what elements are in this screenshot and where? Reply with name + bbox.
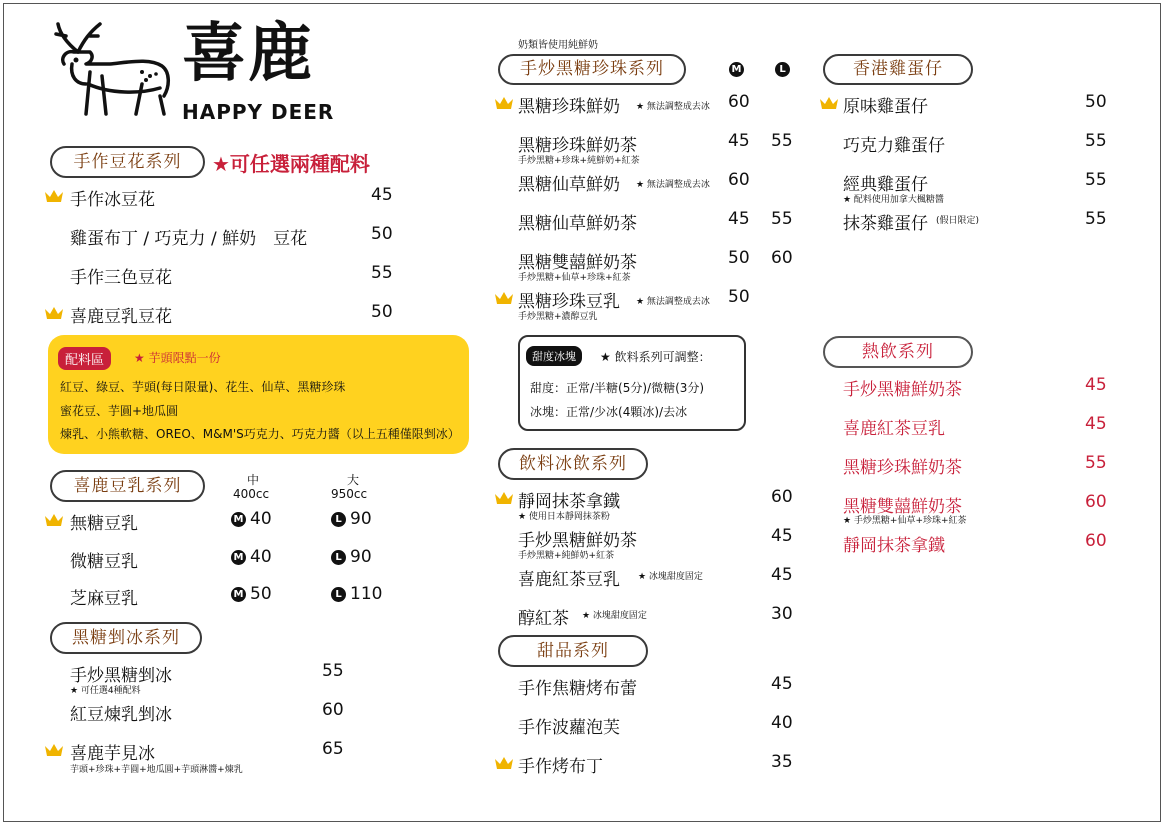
section-title-dessert: 甜品系列 <box>498 635 648 667</box>
menu-item-name: 手炒黑糖鮮奶茶 <box>518 531 637 551</box>
price-medium: 50 <box>728 287 750 307</box>
menu-item-name: 原味雞蛋仔 <box>843 97 928 117</box>
menu-item-name: 經典雞蛋仔 <box>843 175 928 195</box>
price-large: 55 <box>771 209 793 229</box>
sweetness-line: 甜度：正常/半糖(5分)/微糖(3分) <box>530 381 705 395</box>
price-medium <box>231 509 272 529</box>
brand-name-en: HAPPY DEER <box>182 100 335 124</box>
menu-item-name: 手作冰豆花 <box>70 190 155 210</box>
menu-item-name: 手作焦糖烤布蕾 <box>518 679 637 699</box>
crown-icon <box>494 756 514 770</box>
douhua-tagline: ★可任選兩種配料 <box>212 152 370 176</box>
menu-item-note: ★ 冰塊甜度固定 <box>638 572 703 582</box>
menu-item-note: (假日限定) <box>936 216 980 226</box>
menu-item-sub: 手炒黑糖+濃醇豆乳 <box>518 312 598 322</box>
medium-size-icon: M <box>729 62 744 77</box>
menu-item-name: 醇紅茶 <box>518 609 569 629</box>
menu-item-name: 手炒黑糖鮮奶茶 <box>843 380 962 400</box>
menu-item-name: 黑糖雙囍鮮奶茶 <box>518 253 637 273</box>
section-title-soymilk: 喜鹿豆乳系列 <box>50 470 205 502</box>
menu-item-name: 黑糖雙囍鮮奶茶 <box>843 497 962 517</box>
menu-item-price: 55 <box>1085 209 1107 229</box>
price-medium <box>231 584 272 604</box>
size-large-cc: 950cc <box>331 487 368 501</box>
price-medium: 50 <box>728 248 750 268</box>
menu-item-name: 微糖豆乳 <box>70 552 138 572</box>
menu-item-note: ★ 冰塊甜度固定 <box>582 611 647 621</box>
price-large: 60 <box>771 248 793 268</box>
price-medium-value: 50 <box>250 584 272 604</box>
medium-size-icon: M <box>231 587 246 602</box>
menu-item-name: 黑糖珍珠豆乳 <box>518 292 620 312</box>
size-large-label: 大 <box>347 473 360 487</box>
menu-item-price: 35 <box>771 752 793 772</box>
menu-item-price: 45 <box>1085 375 1107 395</box>
price-large: 55 <box>771 131 793 151</box>
topping-line: 蜜花豆、芋圓+地瓜圓 <box>60 404 179 418</box>
menu-item-name: 黑糖仙草鮮奶 <box>518 175 620 195</box>
sweetness-note: ★ 飲料系列可調整： <box>600 350 711 364</box>
price-large <box>331 547 372 567</box>
section-title-egg-waffle: 香港雞蛋仔 <box>823 54 973 85</box>
section-title-hot-drinks: 熱飲系列 <box>823 336 973 368</box>
topping-note-text: 芋頭限點一份 <box>148 351 221 365</box>
menu-item-name: 喜鹿紅茶豆乳 <box>518 570 620 590</box>
crown-icon <box>494 96 514 110</box>
price-medium: 60 <box>728 92 750 112</box>
topping-tag: 配料區 <box>58 347 111 370</box>
menu-item-price: 60 <box>771 487 793 507</box>
menu-item-sub: ★ 手炒黑糖+仙草+珍珠+紅茶 <box>843 516 967 526</box>
topping-note: ★ 芋頭限點一份 <box>134 351 221 365</box>
menu-item-name: 巧克力雞蛋仔 <box>843 136 945 156</box>
menu-item-price: 60 <box>1085 492 1107 512</box>
menu-item-note: ★ 可任選4種配料 <box>70 686 141 696</box>
size-medium-label: 中 <box>247 473 260 487</box>
menu-item-name: 黑糖珍珠鮮奶 <box>518 97 620 117</box>
price-large-value: 90 <box>350 509 372 529</box>
crown-icon <box>494 491 514 505</box>
menu-item-name: 手作波蘿泡芙 <box>518 718 620 738</box>
section-title-douhua: 手作豆花系列 <box>50 146 205 178</box>
menu-item-sub: 手炒黑糖+珍珠+純鮮奶+紅茶 <box>518 156 640 166</box>
price-medium-value: 40 <box>250 547 272 567</box>
menu-item-name: 抹茶雞蛋仔 <box>843 214 928 234</box>
section-title-shaved-ice: 黑糖剉冰系列 <box>50 622 202 654</box>
deer-logo-icon <box>50 14 180 124</box>
price-large <box>331 509 372 529</box>
price-large-value: 110 <box>350 584 383 604</box>
medium-size-icon: M <box>231 550 246 565</box>
large-size-icon: L <box>331 512 346 527</box>
menu-item-name: 無糖豆乳 <box>70 514 138 534</box>
menu-item-price: 45 <box>771 674 793 694</box>
menu-item-name: 靜岡抹茶拿鐵 <box>518 492 620 512</box>
menu-item-name: 手作烤布丁 <box>518 757 603 777</box>
menu-item-note: ★ 無法調整成去冰 <box>636 180 710 190</box>
menu-item-note: ★ 無法調整成去冰 <box>636 102 710 112</box>
large-size-icon: L <box>775 62 790 77</box>
menu-item-name: 雞蛋布丁 / 巧克力 / 鮮奶 豆花 <box>70 229 308 249</box>
topping-line: 紅豆、綠豆、芋頭(每日限量)、花生、仙草、黑糖珍珠 <box>60 380 346 394</box>
menu-item-name: 手作三色豆花 <box>70 268 172 288</box>
menu-item-sub: 手炒黑糖+仙草+珍珠+紅茶 <box>518 273 631 283</box>
price-medium: 60 <box>728 170 750 190</box>
ice-line: 冰塊：正常/少冰(4顆冰)/去冰 <box>530 405 688 419</box>
menu-item-name: 靜岡抹茶拿鐵 <box>843 536 945 556</box>
menu-item-price: 65 <box>322 739 344 759</box>
menu-item-price: 50 <box>1085 92 1107 112</box>
price-medium <box>231 547 272 567</box>
menu-item-price: 55 <box>371 263 393 283</box>
menu-item-price: 45 <box>771 565 793 585</box>
menu-item-name: 喜鹿芋見冰 <box>70 744 155 764</box>
price-medium: 45 <box>728 209 750 229</box>
crown-icon <box>44 513 64 527</box>
menu-item-note: ★ 配料使用加拿大楓糖醬 <box>843 195 944 205</box>
section-title-brown-sugar: 手炒黑糖珍珠系列 <box>498 54 686 85</box>
size-medium-cc: 400cc <box>233 487 270 501</box>
crown-icon <box>494 291 514 305</box>
crown-icon <box>819 96 839 110</box>
large-size-icon: L <box>331 550 346 565</box>
price-large <box>331 584 382 604</box>
topping-line: 煉乳、小熊軟糖、OREO、M&M'S巧克力、巧克力醬（以上五種僅限剉冰） <box>60 427 460 441</box>
menu-item-price: 55 <box>322 661 344 681</box>
menu-item-price: 45 <box>771 526 793 546</box>
menu-item-name: 手炒黑糖剉冰 <box>70 666 172 686</box>
medium-size-icon: M <box>231 512 246 527</box>
menu-item-price: 60 <box>1085 531 1107 551</box>
menu-item-name: 黑糖珍珠鮮奶茶 <box>843 458 962 478</box>
menu-item-note: 芋頭+珍珠+芋圓+地瓜圓+芋頭淋醬+煉乳 <box>70 765 243 775</box>
sweetness-tag: 甜度冰塊 <box>526 346 582 366</box>
price-large-value: 90 <box>350 547 372 567</box>
menu-item-price: 55 <box>1085 131 1107 151</box>
menu-item-name: 喜鹿紅茶豆乳 <box>843 419 945 439</box>
crown-icon <box>44 306 64 320</box>
menu-item-price: 50 <box>371 302 393 322</box>
menu-item-price: 30 <box>771 604 793 624</box>
menu-item-price: 45 <box>1085 414 1107 434</box>
milk-note: 奶類皆使用純鮮奶 <box>518 40 598 51</box>
menu-item-note: ★ 使用日本靜岡抹茶粉 <box>518 512 610 522</box>
menu-item-name: 紅豆煉乳剉冰 <box>70 705 172 725</box>
section-title-drinks: 飲料冰飲系列 <box>498 448 648 480</box>
price-medium-value: 40 <box>250 509 272 529</box>
brand-name-cn: 喜鹿 <box>182 17 314 91</box>
crown-icon <box>44 189 64 203</box>
menu-item-price: 40 <box>771 713 793 733</box>
menu-item-price: 50 <box>371 224 393 244</box>
menu-item-price: 55 <box>1085 453 1107 473</box>
large-size-icon: L <box>331 587 346 602</box>
menu-item-price: 60 <box>322 700 344 720</box>
price-medium: 45 <box>728 131 750 151</box>
menu-item-name: 黑糖仙草鮮奶茶 <box>518 214 637 234</box>
menu-item-name: 喜鹿豆乳豆花 <box>70 307 172 327</box>
menu-item-name: 黑糖珍珠鮮奶茶 <box>518 136 637 156</box>
menu-item-price: 45 <box>371 185 393 205</box>
menu-item-note: ★ 無法調整成去冰 <box>636 297 710 307</box>
crown-icon <box>44 743 64 757</box>
menu-item-name: 芝麻豆乳 <box>70 589 138 609</box>
menu-item-price: 55 <box>1085 170 1107 190</box>
menu-item-sub: 手炒黑糖+純鮮奶+紅茶 <box>518 551 615 561</box>
